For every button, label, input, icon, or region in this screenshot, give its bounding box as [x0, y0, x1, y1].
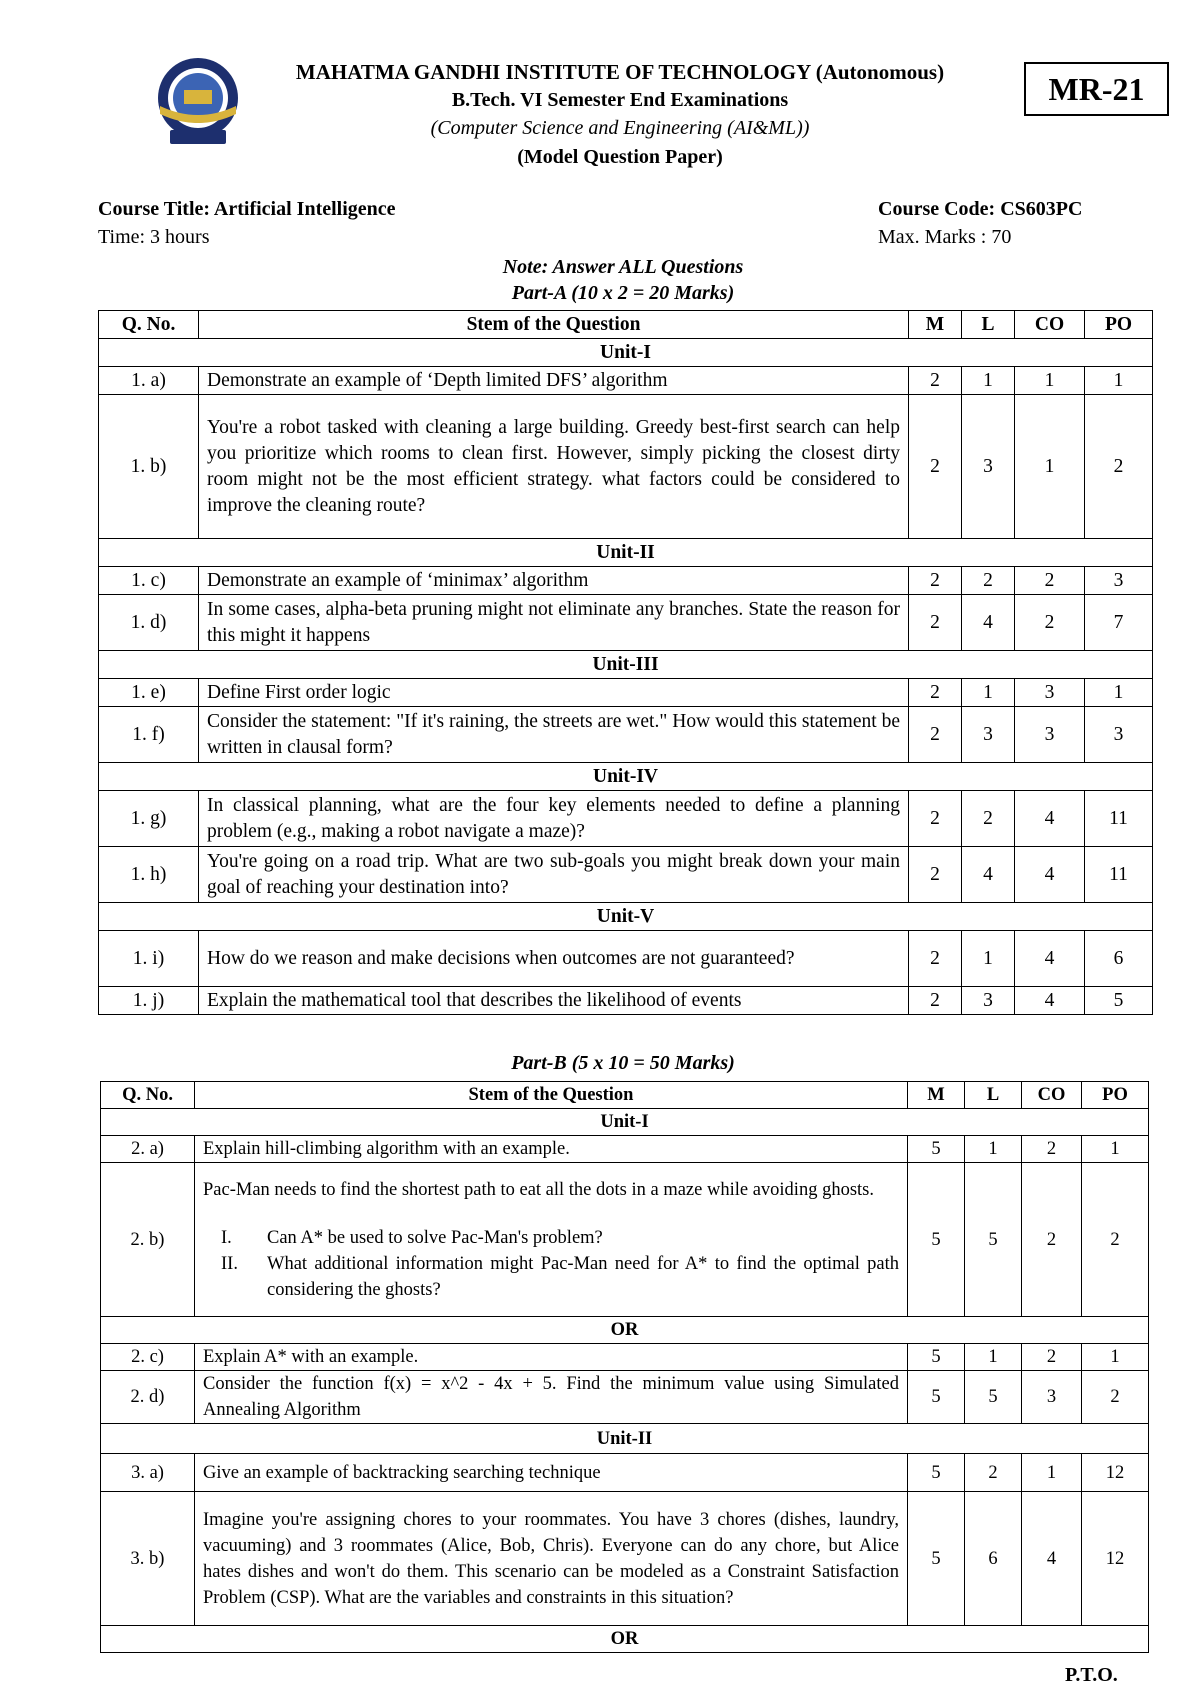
q-po: 7	[1085, 595, 1153, 651]
header-l: L	[962, 311, 1015, 339]
list-item	[209, 1251, 899, 1303]
q-stem: Consider the function f(x) = x^2 - 4x + 5. Find the minimum value using Simulated Annealing Algorithm	[195, 1371, 908, 1424]
q-marks: 2	[909, 567, 962, 595]
q-stem: Imagine you're assigning chores to your roommates. You have 3 chores (dishes, laundry, vacuuming) and 3 roommates (Alice, Bob, Chris). Everyone can do any chore, but Alice hates dishes and won't do them. This scenario can be modeled as a Constraint Satisfaction Problem (CSP). What are the variables and constraints in this situation?	[195, 1492, 908, 1626]
q-number: 1. d)	[99, 595, 199, 651]
table-row	[99, 395, 1153, 539]
header-qno: Q. No.	[99, 311, 199, 339]
unit-label: Unit-III	[99, 651, 1153, 679]
q-number: 1. c)	[99, 567, 199, 595]
regulation-badge: MR-21	[1024, 62, 1169, 116]
exam-name: B.Tech. VI Semester End Examinations	[451, 89, 789, 111]
unit-row	[99, 651, 1153, 679]
q-level: 3	[962, 707, 1015, 763]
q-po: 1	[1085, 367, 1153, 395]
sub-number: II.	[221, 1253, 238, 1274]
q-number: 3. b)	[101, 1492, 195, 1626]
unit-row	[99, 903, 1153, 931]
q-po: 2	[1082, 1371, 1149, 1424]
q-level: 1	[965, 1136, 1022, 1163]
q-stem: In some cases, alpha-beta pruning might not eliminate any branches. State the reason for this might it happens	[199, 595, 909, 651]
q-marks: 5	[908, 1492, 965, 1626]
q-marks: 2	[909, 595, 962, 651]
table-row	[101, 1492, 1149, 1626]
q-number: 1. f)	[99, 707, 199, 763]
q-number: 3. a)	[101, 1454, 195, 1492]
q-po: 5	[1085, 987, 1153, 1015]
department-name: (Computer Science and Engineering (AI&ML))	[430, 117, 810, 139]
or-label: OR	[101, 1317, 1149, 1344]
q-po: 11	[1085, 847, 1153, 903]
q-marks: 2	[909, 707, 962, 763]
q-co: 4	[1022, 1492, 1082, 1626]
table-row	[99, 931, 1153, 987]
sub-question: What additional information might Pac-Man need for A* to find the optimal path considering the ghosts?	[267, 1253, 899, 1300]
q-co: 1	[1015, 395, 1085, 539]
q-co: 4	[1015, 987, 1085, 1015]
q-marks: 2	[909, 791, 962, 847]
q-co: 2	[1015, 567, 1085, 595]
table-row	[99, 987, 1153, 1015]
q-co: 3	[1022, 1371, 1082, 1424]
table-row	[99, 791, 1153, 847]
header-co: CO	[1015, 311, 1085, 339]
q-po: 12	[1082, 1454, 1149, 1492]
table-row	[99, 679, 1153, 707]
q-po: 3	[1085, 567, 1153, 595]
q-stem-block	[195, 1163, 908, 1317]
q-co: 2	[1022, 1344, 1082, 1371]
q-marks: 2	[909, 679, 962, 707]
unit-label: Unit-II	[101, 1424, 1149, 1454]
q-co: 2	[1022, 1163, 1082, 1317]
q-level: 4	[962, 595, 1015, 651]
header-co: CO	[1022, 1082, 1082, 1109]
exam-time: Time: 3 hours	[98, 226, 210, 248]
q-stem: How do we reason and make decisions when outcomes are not guaranteed?	[199, 931, 909, 987]
q-marks: 5	[908, 1344, 965, 1371]
unit-row	[99, 539, 1153, 567]
q-po: 1	[1082, 1344, 1149, 1371]
header-po: PO	[1085, 311, 1153, 339]
q-co: 2	[1022, 1136, 1082, 1163]
unit-row	[99, 763, 1153, 791]
header-l: L	[965, 1082, 1022, 1109]
q-po: 1	[1082, 1136, 1149, 1163]
table-header	[101, 1082, 1149, 1109]
q-level: 2	[962, 567, 1015, 595]
q-level: 1	[962, 367, 1015, 395]
q-marks: 2	[909, 395, 962, 539]
course-title: Course Title: Artificial Intelligence	[98, 198, 396, 220]
q-stem: Consider the statement: "If it's raining, the streets are wet." How would this statement be written in clausal form?	[199, 707, 909, 763]
part-b-table	[100, 1081, 1149, 1653]
q-level: 2	[965, 1454, 1022, 1492]
table-row	[99, 367, 1153, 395]
table-row	[101, 1136, 1149, 1163]
q-co: 3	[1015, 707, 1085, 763]
part-a-table	[98, 310, 1153, 1015]
max-marks: Max. Marks : 70	[878, 226, 1012, 248]
q-number: 2. c)	[101, 1344, 195, 1371]
q-marks: 2	[909, 367, 962, 395]
part-b-title: Part-B (5 x 10 = 50 Marks)	[511, 1052, 735, 1074]
q-level: 6	[965, 1492, 1022, 1626]
part-a-title: Part-A (10 x 2 = 20 Marks)	[511, 282, 735, 304]
q-co: 1	[1022, 1454, 1082, 1492]
q-number: 1. e)	[99, 679, 199, 707]
table-row	[99, 707, 1153, 763]
unit-label: Unit-V	[99, 903, 1153, 931]
sub-number: I.	[221, 1227, 232, 1248]
q-number: 1. a)	[99, 367, 199, 395]
table-row	[101, 1454, 1149, 1492]
q-number: 2. a)	[101, 1136, 195, 1163]
unit-label: Unit-I	[101, 1109, 1149, 1136]
q-co: 2	[1015, 595, 1085, 651]
q-co: 3	[1015, 679, 1085, 707]
q-level: 3	[962, 987, 1015, 1015]
q-level: 5	[965, 1163, 1022, 1317]
q-marks: 2	[909, 847, 962, 903]
header-po: PO	[1082, 1082, 1149, 1109]
header-m: M	[908, 1082, 965, 1109]
q-po: 3	[1085, 707, 1153, 763]
page-turn-note: P.T.O.	[1065, 1664, 1118, 1686]
q-level: 2	[962, 791, 1015, 847]
q-co: 1	[1015, 367, 1085, 395]
q-stem: Explain the mathematical tool that describes the likelihood of events	[199, 987, 909, 1015]
q-level: 1	[965, 1344, 1022, 1371]
course-code: Course Code: CS603PC	[878, 198, 1083, 220]
table-row	[101, 1163, 1149, 1317]
q-po: 6	[1085, 931, 1153, 987]
or-label: OR	[101, 1626, 1149, 1653]
header-stem: Stem of the Question	[195, 1082, 908, 1109]
table-row	[101, 1371, 1149, 1424]
sub-question: Can A* be used to solve Pac-Man's problem?	[267, 1227, 603, 1248]
table-row	[99, 847, 1153, 903]
q-po: 11	[1085, 791, 1153, 847]
table-header	[99, 311, 1153, 339]
q-co: 4	[1015, 847, 1085, 903]
q-po: 1	[1085, 679, 1153, 707]
q-stem: Define First order logic	[199, 679, 909, 707]
or-row	[101, 1626, 1149, 1653]
time-row	[98, 226, 1128, 253]
table-row	[101, 1344, 1149, 1371]
q-po: 12	[1082, 1492, 1149, 1626]
q-co: 4	[1015, 931, 1085, 987]
q-marks: 5	[908, 1454, 965, 1492]
q-number: 1. i)	[99, 931, 199, 987]
q-po: 2	[1082, 1163, 1149, 1317]
q-level: 5	[965, 1371, 1022, 1424]
q-stem: Demonstrate an example of ‘minimax’ algorithm	[199, 567, 909, 595]
unit-label: Unit-IV	[99, 763, 1153, 791]
header-qno: Q. No.	[101, 1082, 195, 1109]
q-stem: Explain hill-climbing algorithm with an example.	[195, 1136, 908, 1163]
note: Note: Answer ALL Questions	[502, 256, 744, 278]
unit-label: Unit-I	[99, 339, 1153, 367]
table-row	[99, 567, 1153, 595]
q-marks: 5	[908, 1136, 965, 1163]
q-marks: 5	[908, 1163, 965, 1317]
q-stem: In classical planning, what are the four key elements needed to define a planning problem (e.g., making a robot navigate a maze)?	[199, 791, 909, 847]
institute-name: MAHATMA GANDHI INSTITUTE OF TECHNOLOGY (Autonomous)	[295, 60, 945, 84]
unit-row	[101, 1109, 1149, 1136]
or-row	[101, 1317, 1149, 1344]
q-number: 1. h)	[99, 847, 199, 903]
q-number: 2. b)	[101, 1163, 195, 1317]
q-stem: Demonstrate an example of ‘Depth limited DFS’ algorithm	[199, 367, 909, 395]
q-stem: Give an example of backtracking searching technique	[195, 1454, 908, 1492]
exam-header	[230, 58, 1010, 172]
header-stem: Stem of the Question	[199, 311, 909, 339]
course-row	[98, 198, 1128, 225]
list-item	[209, 1225, 899, 1251]
q-number: 2. d)	[101, 1371, 195, 1424]
q-number: 1. g)	[99, 791, 199, 847]
q-level: 3	[962, 395, 1015, 539]
q-level: 4	[962, 847, 1015, 903]
unit-row	[99, 339, 1153, 367]
paper-type: (Model Question Paper)	[517, 146, 723, 168]
q-stem: Explain A* with an example.	[195, 1344, 908, 1371]
q-number: 1. j)	[99, 987, 199, 1015]
table-row	[99, 595, 1153, 651]
q-stem: You're going on a road trip. What are two sub-goals you might break down your main goal of reaching your destination into?	[199, 847, 909, 903]
q-marks: 5	[908, 1371, 965, 1424]
unit-label: Unit-II	[99, 539, 1153, 567]
q-stem: Pac-Man needs to find the shortest path to eat all the dots in a maze while avoiding ghosts.	[203, 1179, 874, 1200]
q-number: 1. b)	[99, 395, 199, 539]
q-level: 1	[962, 931, 1015, 987]
q-marks: 2	[909, 987, 962, 1015]
q-po: 2	[1085, 395, 1153, 539]
q-co: 4	[1015, 791, 1085, 847]
q-level: 1	[962, 679, 1015, 707]
header-m: M	[909, 311, 962, 339]
unit-row	[101, 1424, 1149, 1454]
q-stem: You're a robot tasked with cleaning a large building. Greedy best-first search can help you prioritize which rooms to clean first. However, simply picking the closest dirty room might not be the most efficient strategy. what factors could be considered to improve the cleaning route?	[199, 395, 909, 539]
sub-question-list	[203, 1225, 899, 1303]
q-marks: 2	[909, 931, 962, 987]
